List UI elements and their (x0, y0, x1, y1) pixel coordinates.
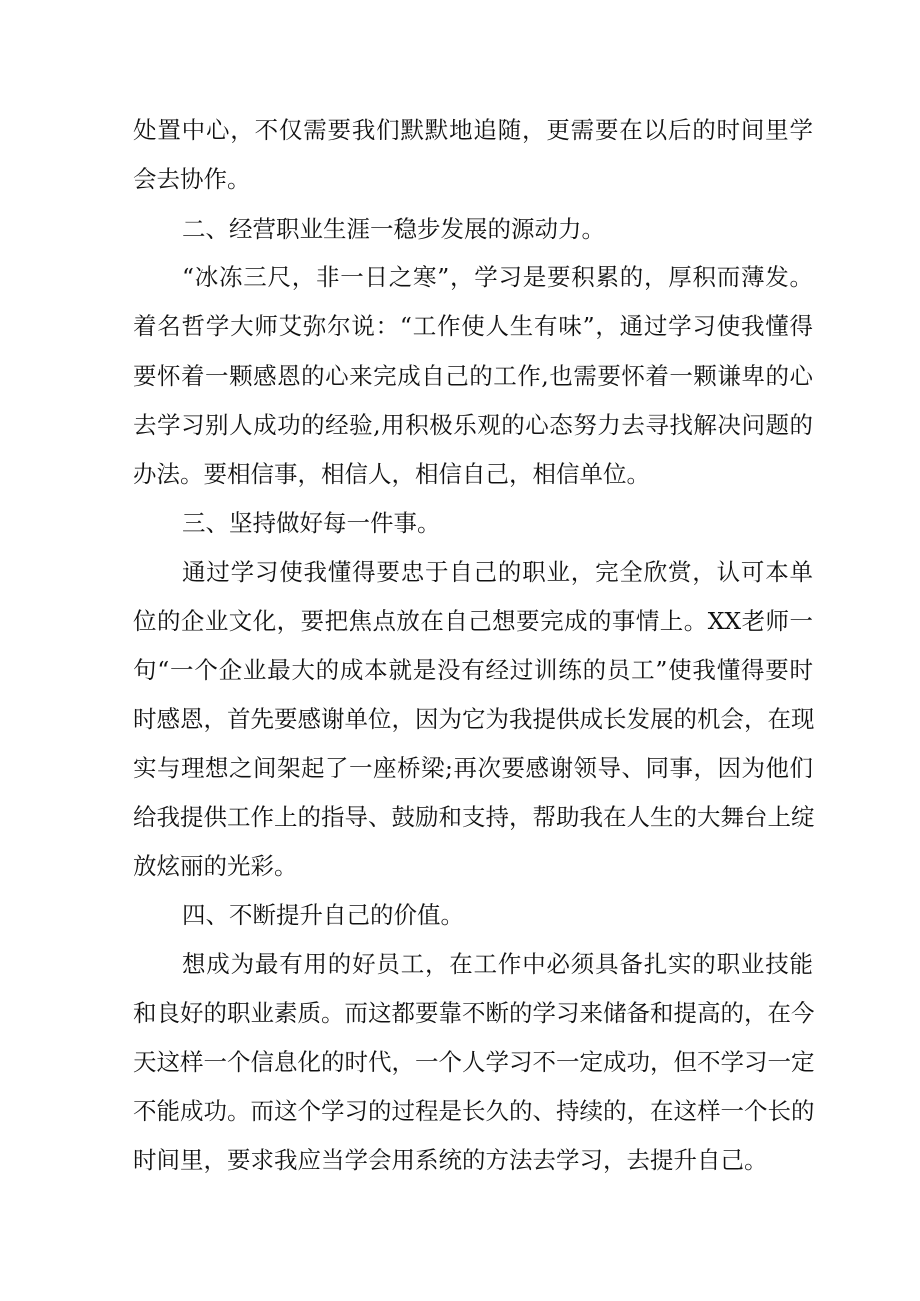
text-line: 时感恩，首先要感谢单位，因为它为我提供成长发展的机会，在现 (133, 705, 815, 733)
section-heading-2: 二、经营职业生涯一稳步发展的源动力。 (182, 215, 605, 243)
text-line: 实与理想之间架起了一座桥梁;再次要感谢领导、同事，因为他们 (133, 754, 813, 782)
text-line: 要怀着一颗感恩的心来完成自己的工作,也需要怀着一颗谦卑的心 (133, 362, 813, 390)
text-line: 和良好的职业素质。而这都要靠不断的学习来储备和提高的，在今 (133, 999, 815, 1027)
text-line: 放炫丽的光彩。 (133, 852, 298, 880)
section-heading-4: 四、不断提升自己的价值。 (182, 901, 464, 929)
text-line: 句“一个企业最大的成本就是没有经过训练的员工”使我懂得要时 (133, 656, 813, 684)
text-line: 会去协作。 (133, 165, 251, 193)
text-line: 去学习别人成功的经验,用积极乐观的心态努力去寻找解决问题的 (133, 411, 813, 439)
section-heading-3: 三、坚持做好每一件事。 (182, 509, 441, 537)
text-line: 通过学习使我懂得要忠于自己的职业，完全欣赏，认可本单 (182, 558, 813, 586)
text-line: 着名哲学大师艾弥尔说：“工作使人生有味”，通过学习使我懂得 (133, 312, 813, 340)
text-line: 位的企业文化，要把焦点放在自己想要完成的事情上。XX老师一 (133, 607, 813, 635)
text-line: 处置中心，不仅需要我们默默地追随，更需要在以后的时间里学 (133, 116, 813, 144)
text-line: 办法。要相信事，相信人，相信自己，相信单位。 (133, 460, 650, 488)
text-line: 想成为最有用的好员工，在工作中必须具备扎实的职业技能 (182, 950, 813, 978)
text-line: 时间里，要求我应当学会用系统的方法去学习，去提升自己。 (133, 1146, 768, 1174)
text-line: “冰冻三尺，非一日之寒”，学习是要积累的，厚积而薄发。 (182, 263, 813, 291)
text-line: 给我提供工作上的指导、鼓励和支持，帮助我在人生的大舞台上绽 (133, 803, 815, 831)
text-line: 不能成功。而这个学习的过程是长久的、持续的，在这样一个长的 (133, 1097, 815, 1125)
text-line: 天这样一个信息化的时代，一个人学习不一定成功，但不学习一定 (133, 1048, 815, 1076)
